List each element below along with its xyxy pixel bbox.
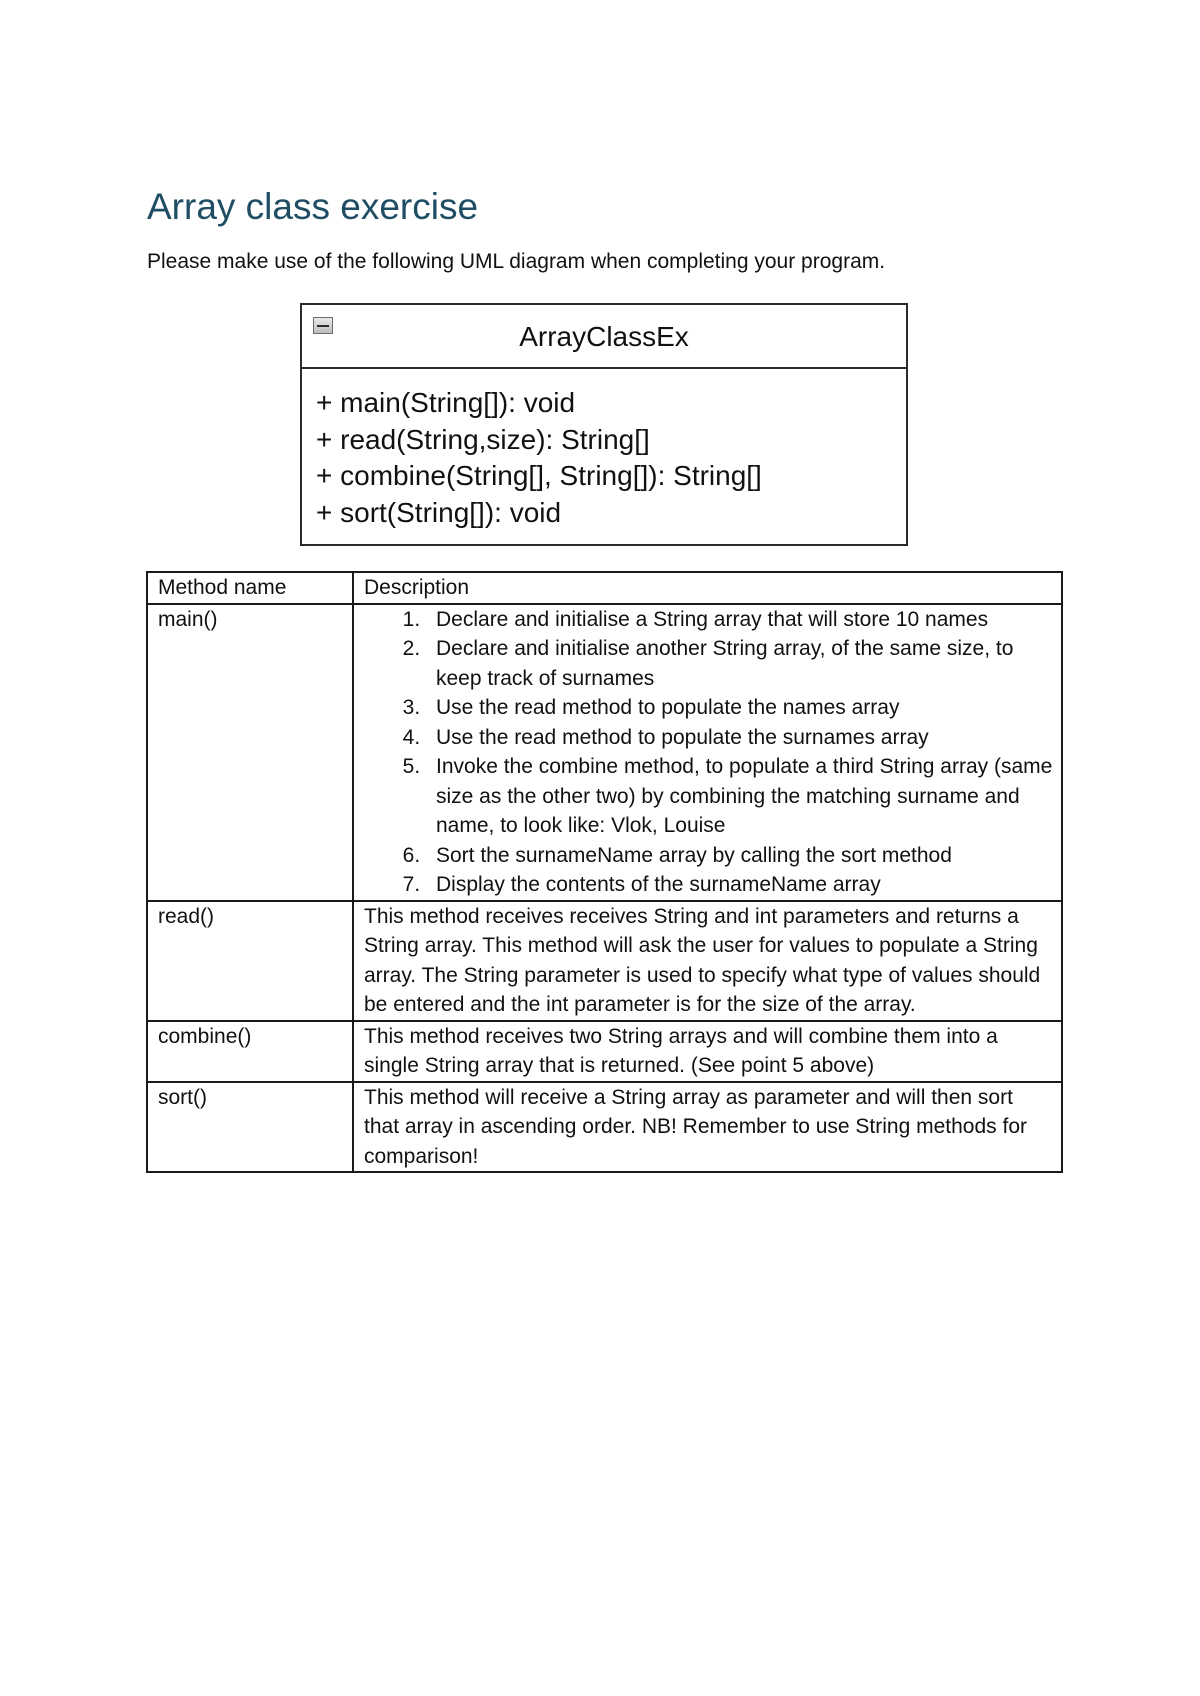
uml-class-diagram	[300, 303, 908, 546]
list-item: 6. Sort the surnameName array by calling the sort method	[426, 841, 1053, 871]
method-name-cell: sort()	[147, 1082, 353, 1173]
list-item: 7. Display the contents of the surnameName array	[426, 870, 1053, 900]
uml-class-header	[302, 305, 906, 369]
method-name-cell: combine()	[147, 1021, 353, 1082]
list-item: 1. Declare and initialise a String array that will store 10 names	[426, 605, 1053, 635]
description-cell: This method receives receives String and int parameters and returns a String array. This method will ask the user for values to populate a String array. The String parameter is used to specify what type of values should be entered and the int parameter is for the size of the array.	[353, 901, 1062, 1021]
list-item: 4. Use the read method to populate the surnames array	[426, 723, 1053, 753]
intro-paragraph: Please make use of the following UML diagram when completing your program.	[147, 250, 886, 273]
list-item: 5. Invoke the combine method, to populate a third String array (same size as the other two) by combining the matching surname and name, to look like: Vlok, Louise	[426, 752, 1053, 841]
uml-class-name: ArrayClassEx	[519, 321, 689, 352]
description-cell	[353, 604, 1062, 901]
list-item: 3. Use the read method to populate the names array	[426, 693, 1053, 723]
method-name-cell: read()	[147, 901, 353, 1021]
uml-method: + read(String,size): String[]	[316, 423, 650, 455]
method-table	[146, 571, 1063, 1173]
table-row	[147, 901, 1062, 1021]
main-steps-list	[364, 605, 1053, 900]
uml-method: + main(String[]): void	[316, 387, 576, 418]
description-cell: This method will receive a String array as parameter and will then sort that array in ascending order. NB! Remember to use String methods for comparison!	[353, 1082, 1062, 1173]
uml-method-list	[302, 369, 906, 531]
column-header-method-name: Method name	[147, 572, 353, 604]
description-cell: This method receives two String arrays and will combine them into a single String array that is returned. (See point 5 above)	[353, 1021, 1062, 1082]
column-header-description: Description	[353, 572, 1062, 604]
table-row	[147, 604, 1062, 901]
uml-method: + sort(String[]): void	[316, 496, 562, 528]
list-item: 2. Declare and initialise another String array, of the same size, to keep track of surnames	[426, 634, 1053, 693]
page-title: Array class exercise	[147, 186, 479, 227]
method-name-cell: main()	[147, 604, 353, 901]
table-row	[147, 1082, 1062, 1173]
table-header-row	[147, 572, 1062, 604]
uml-method: + combine(String[], String[]): String[]	[316, 460, 762, 491]
table-row	[147, 1021, 1062, 1082]
